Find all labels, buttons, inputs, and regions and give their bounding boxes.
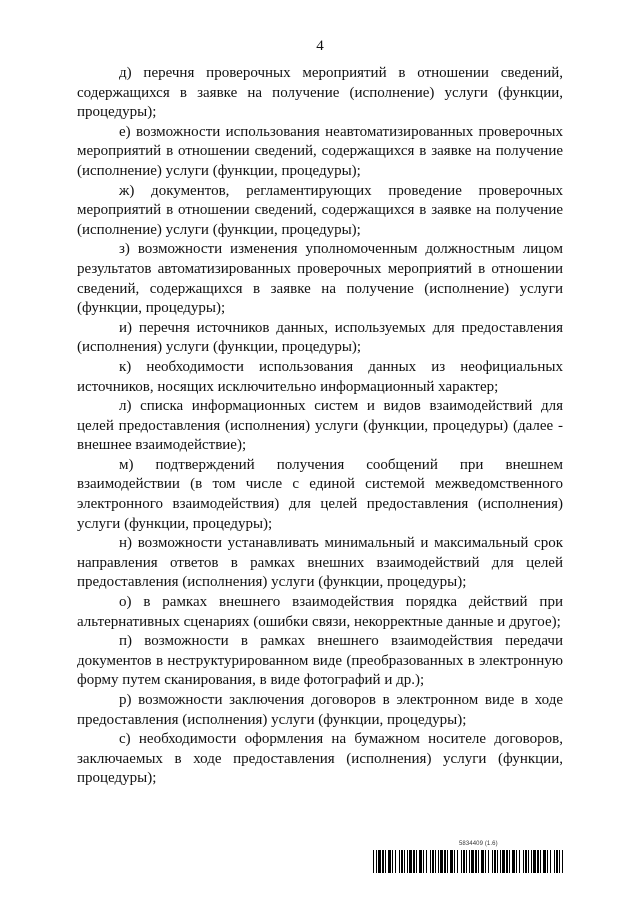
page-number: 4 bbox=[316, 38, 324, 54]
paragraph-l: л) списка информационных систем и видов взаимодействий для целей предоставления (исполнения) услуги (функции, процедуры) (далее - внешнее взаимодействие); bbox=[77, 398, 563, 454]
document-body bbox=[77, 64, 563, 789]
paragraph-k: к) необходимости использования данных из неофициальных источников, носящих исключительно информационный характер; bbox=[77, 358, 563, 395]
paragraph-r: р) возможности заключения договоров в электронном виде в ходе предоставления (исполнения) услуги (функции, процедуры); bbox=[77, 692, 563, 728]
paragraph-zh: ж) документов, регламентирующих проведение проверочных мероприятий в отношении сведений, содержащихся в заявке на получение (исполнение) услуги (функции, процедуры); bbox=[77, 182, 563, 238]
barcode-icon bbox=[373, 850, 563, 873]
paragraph-o: о) в рамках внешнего взаимодействия порядка действий при альтернативных сценариях (ошибки связи, некорректные данные и другое); bbox=[77, 594, 563, 630]
paragraph-n: н) возможности устанавливать минимальный и максимальный срок направления ответов в рамках внешних взаимодействий для целей предоставления (исполнения) услуги (функции, процедуры); bbox=[77, 535, 563, 591]
paragraph-i: и) перечня источников данных, используемых для предоставления (исполнения) услуги (функции, процедуры); bbox=[77, 319, 563, 356]
paragraph-d: д) перечня проверочных мероприятий в отношении сведений, содержащихся в заявке на получение (исполнение) услуги (функции, процедуры); bbox=[77, 65, 563, 121]
paragraph-m: м) подтверждений получения сообщений при внешнем взаимодействии (в том числе с единой системой межведомственного электронного взаимодействия) для целей предоставления (исполнения) услуги (функции, процедуры); bbox=[77, 456, 563, 532]
paragraph-e: е) возможности использования неавтоматизированных проверочных мероприятий в отношении сведений, содержащихся в заявке на получение (исполнение) услуги (функции, процедуры); bbox=[77, 123, 563, 179]
paragraph-p: п) возможности в рамках внешнего взаимодействия передачи документов в неструктурированном виде (преобразованных в электронную форму путем сканирования, в виде фотографий и др.); bbox=[77, 633, 563, 689]
paragraph-z: з) возможности изменения уполномоченным должностным лицом результатов автоматизированных проверочных мероприятий в отношении сведений, содержащихся в заявке на получение (исполнение) услуги (функции, процедуры); bbox=[77, 241, 563, 317]
document-code: 5834409 (1.6) bbox=[459, 841, 498, 847]
paragraph-s: с) необходимости оформления на бумажном носителе договоров, заключаемых в ходе предоставления (исполнения) услуги (функции, процедуры); bbox=[77, 731, 563, 787]
